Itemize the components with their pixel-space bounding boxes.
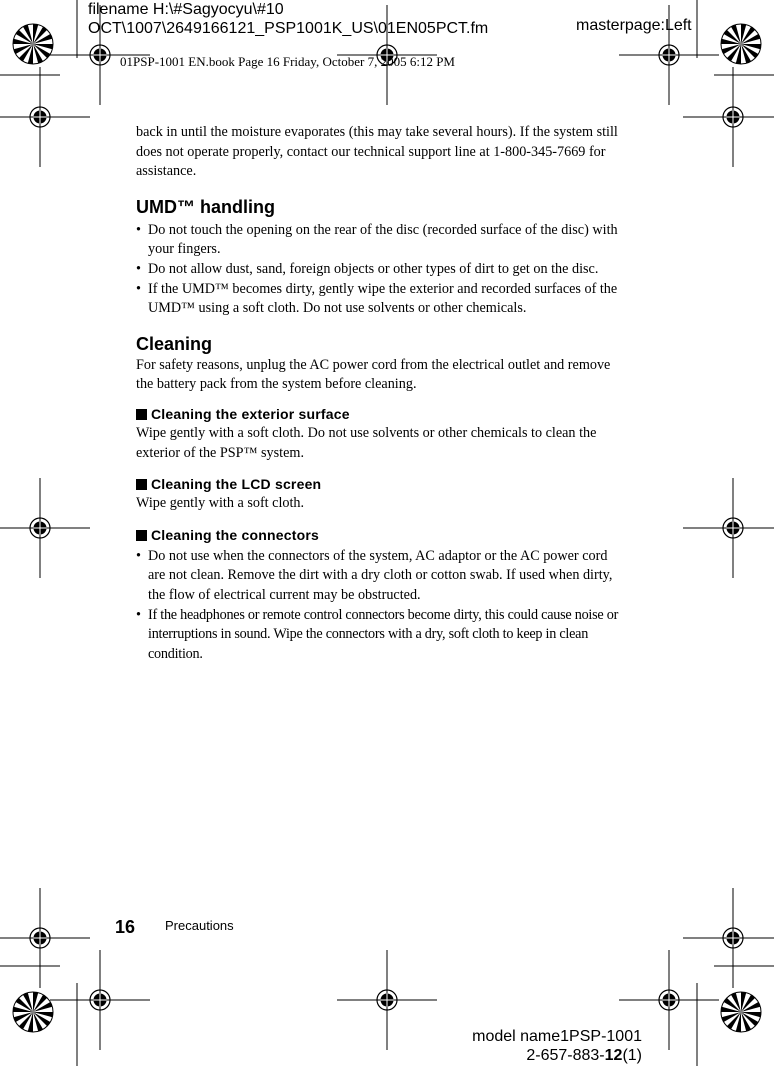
connectors-bullet-list (136, 547, 626, 665)
lcd-heading (136, 475, 626, 493)
footer-section-name: Precautions (165, 918, 234, 933)
slug-filename-line2: OCT\1007\2649166121_PSP1001K_US\01EN05PCT.fm (88, 20, 489, 37)
list-item: • If the headphones or remote control connectors become dirty, this could cause noise or interruptions in sound. Wipe the connectors with a dry, soft cloth to keep in clean condition. (136, 606, 626, 665)
square-bullet-icon (136, 479, 147, 490)
page-content (136, 123, 626, 664)
slug-filename-line1: filename H:\#Sagyocyu\#10 (88, 1, 284, 18)
slug-model-line2 (526, 1046, 642, 1065)
list-item: • Do not allow dust, sand, foreign objects or other types of dirt to get on the disc. (136, 260, 626, 280)
exterior-heading-label: Cleaning the exterior surface (151, 405, 350, 422)
umd-bullet-list (136, 221, 626, 319)
slug-masterpage: masterpage:Left (576, 17, 692, 34)
umd-heading: UMD™ handling (136, 196, 275, 217)
connectors-heading-label: Cleaning the connectors (151, 526, 319, 543)
square-bullet-icon (136, 530, 147, 541)
slug-model-version: 12 (604, 1047, 623, 1064)
page-number: 16 (115, 917, 136, 937)
slug-book-info: 01PSP-1001 EN.book Page 16 Friday, October 7, 2005 6:12 PM (120, 54, 455, 69)
cleaning-paragraph: For safety reasons, unplug the AC power cord from the electrical outlet and remove the battery pack from the system before cleaning. (136, 356, 611, 393)
list-item: • Do not use when the connectors of the system, AC adaptor or the AC power cord are not clean. Remove the dirt with a dry cloth or cotton swab. If used when dirty, the flow of electrical current may be obstructed. (136, 547, 626, 606)
square-bullet-icon (136, 409, 147, 420)
exterior-heading (136, 405, 626, 423)
list-item: • Do not touch the opening on the rear of the disc (recorded surface of the disc) with your fingers. (136, 221, 626, 260)
slug-model-line1: model name1PSP-1001 (472, 1028, 642, 1045)
list-item: • If the UMD™ becomes dirty, gently wipe the exterior and recorded surfaces of the UMD™ using a soft cloth. Do not use solvents or other chemicals. (136, 280, 626, 319)
lcd-heading-label: Cleaning the LCD screen (151, 476, 322, 493)
intro-paragraph: back in until the moisture evaporates (this may take several hours). If the system still does not operate properly, contact our technical support line at 1-800-345-7669 for assistance. (136, 124, 618, 180)
slug-model-code: 2-657-883- (526, 1047, 605, 1064)
exterior-paragraph: Wipe gently with a soft cloth. Do not use solvents or other chemicals to clean the exterior of the PSP™ system. (136, 424, 597, 461)
cleaning-heading: Cleaning (136, 333, 213, 354)
slug-model-revision: (1) (622, 1047, 642, 1064)
lcd-paragraph: Wipe gently with a soft cloth. (136, 495, 305, 512)
connectors-heading (136, 526, 626, 544)
